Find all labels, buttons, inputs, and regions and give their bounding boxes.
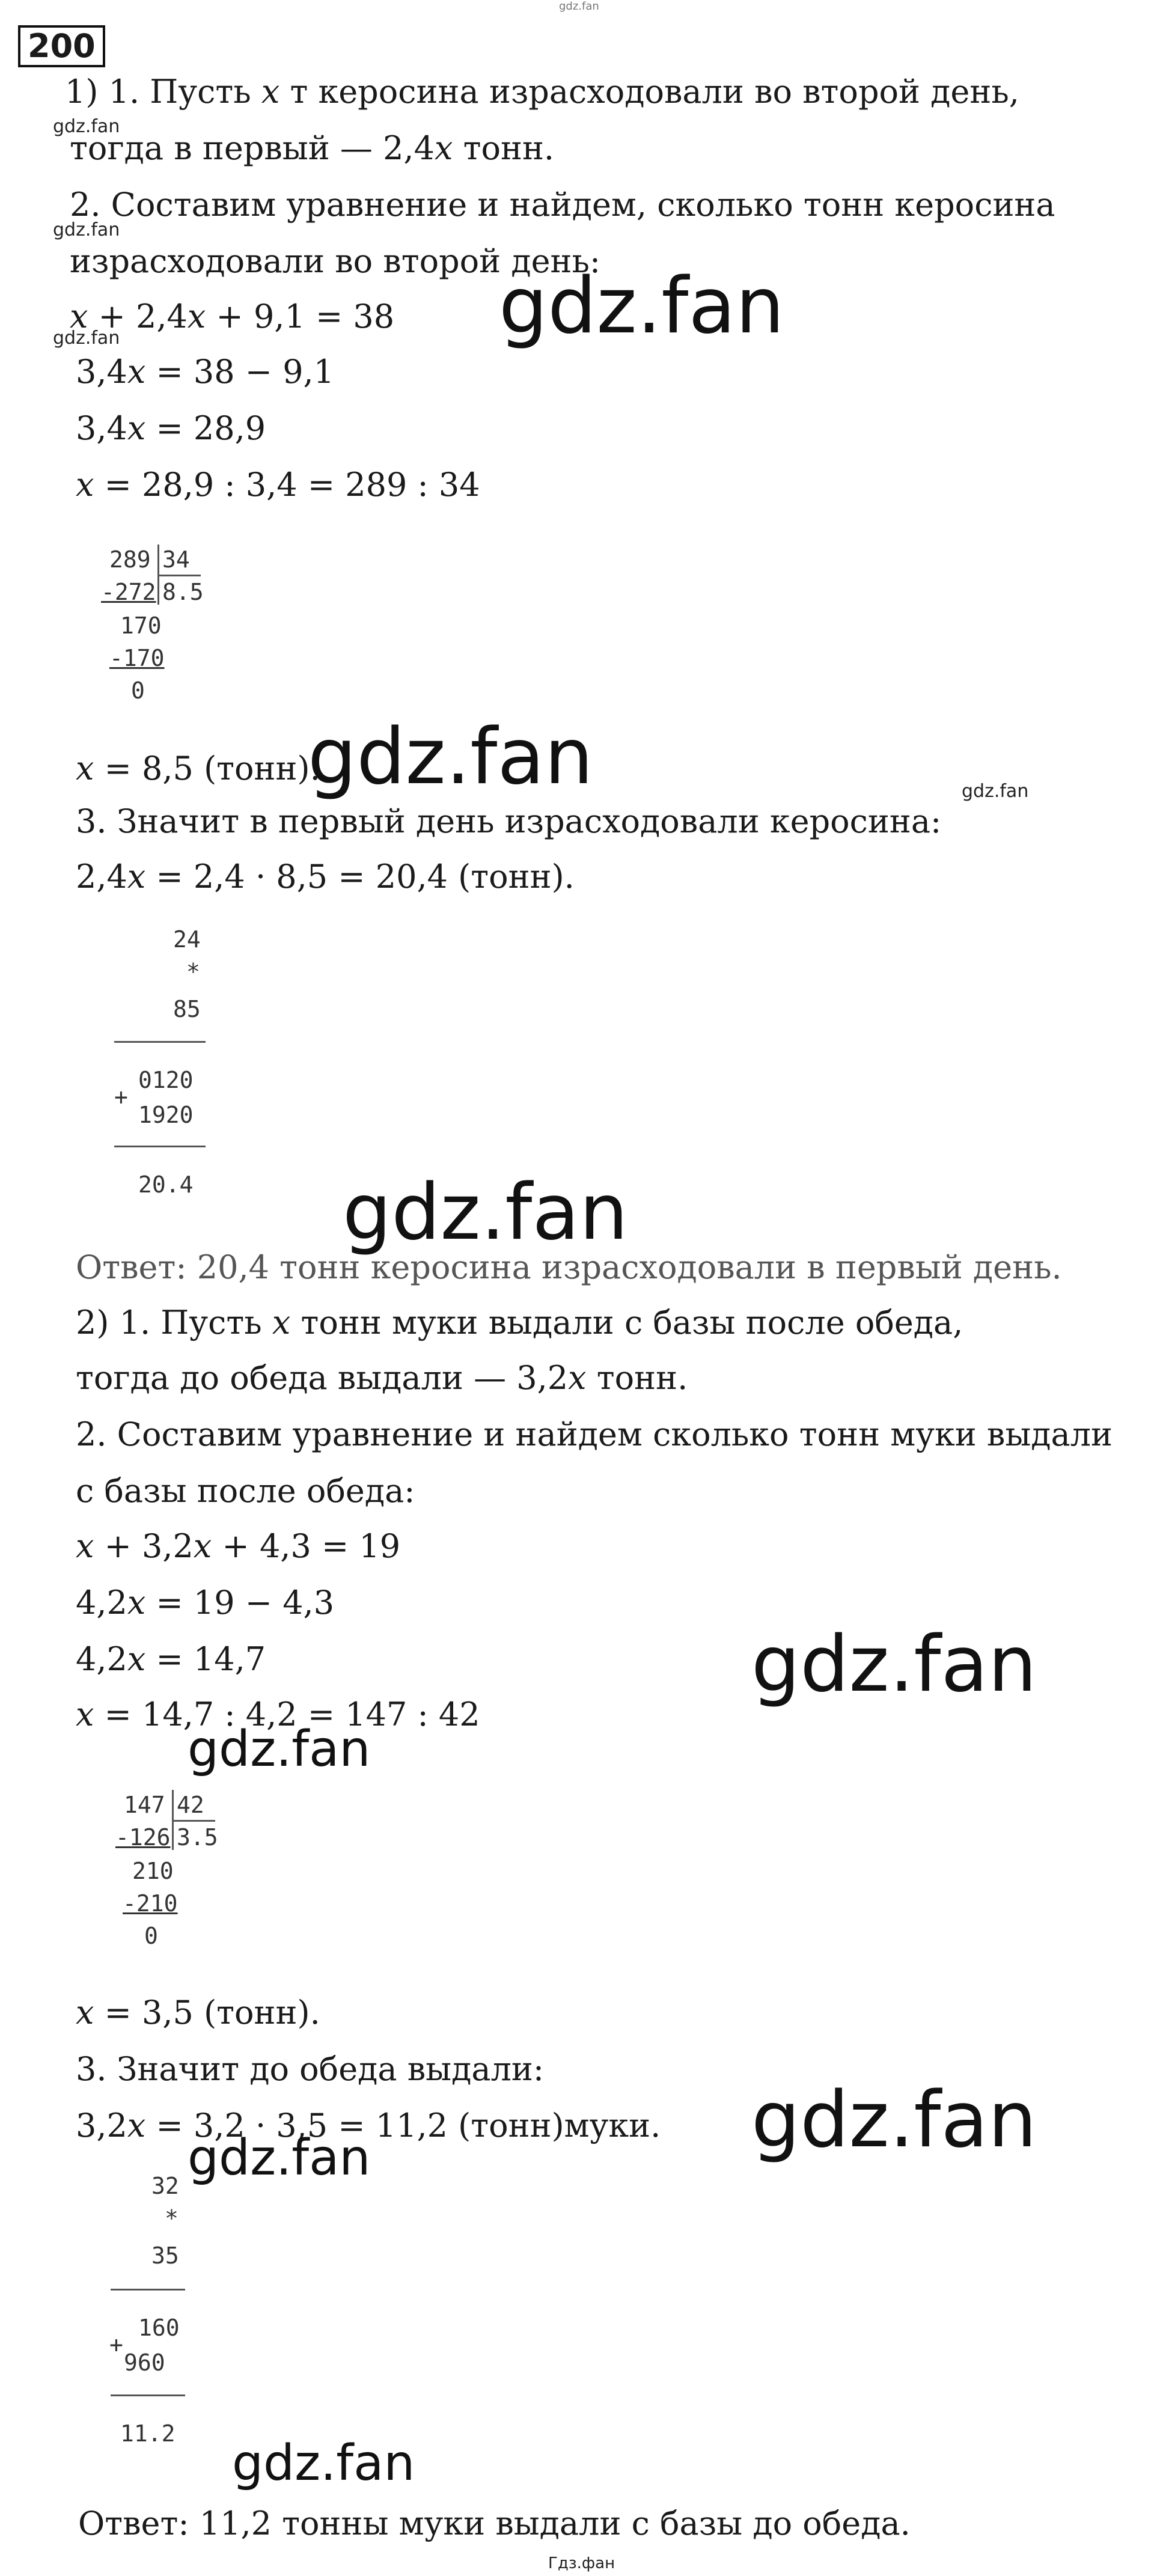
part1-eq4: 𝑥 = 28,9 : 3,4 = 289 : 34: [76, 466, 480, 504]
watermark-mid: gdz.fan: [188, 2129, 371, 2187]
mult-plus: +: [114, 1084, 128, 1110]
part2-eq1: 𝑥 + 3,2𝑥 + 4,3 = 19: [76, 1527, 401, 1565]
part1-eq2: 3,4𝑥 = 38 − 9,1: [76, 353, 335, 391]
division-rem2: 0: [131, 677, 145, 704]
header-watermark: gdz.fan: [559, 0, 599, 13]
division-sub1: -126: [115, 1824, 171, 1851]
part2-eq2: 4,2𝑥 = 19 − 4,3: [76, 1584, 335, 1622]
mult-p2: 960: [124, 2349, 165, 2376]
mult-b: 35: [151, 2242, 179, 2269]
watermark-big: gdz.fan: [343, 1168, 628, 1257]
division-sub2: -210: [123, 1890, 178, 1917]
watermark-small: gdz.fan: [962, 781, 1029, 802]
mult-line: [114, 1146, 206, 1147]
division-divisor: 42: [177, 1792, 204, 1818]
part1-answer: Ответ: 20,4 тонн керосина израсходовали в первый день.: [76, 1248, 1062, 1286]
mult-line: [111, 2289, 185, 2291]
division-quotient: 3.5: [177, 1824, 218, 1851]
part1-line2: тогда в первый — 2,4𝑥 тонн.: [70, 129, 555, 167]
part2-line3: 2. Составим уравнение и найдем сколько тонн муки выдали: [76, 1415, 1113, 1453]
division-dividend: 147: [124, 1792, 165, 1818]
watermark-big: gdz.fan: [751, 1620, 1037, 1709]
mult-plus: +: [109, 2331, 123, 2358]
mult-op: *: [165, 2205, 179, 2232]
part2-line4: с базы после обеда:: [76, 1472, 415, 1510]
division-divisor-line: [173, 1820, 215, 1822]
mult-p1: 0120: [138, 1067, 194, 1093]
problem-number-badge: 200: [18, 25, 105, 67]
division-rem1: 170: [120, 612, 162, 639]
division-quotient: 8.5: [162, 579, 204, 605]
part1-line3: 2. Составим уравнение и найдем, сколько тонн керосина: [70, 186, 1055, 224]
part2-line2: тогда до обеда выдали — 3,2𝑥 тонн.: [76, 1359, 688, 1397]
part1-line4: израсходовали во второй день:: [70, 242, 601, 280]
watermark-small: gdz.fan: [53, 116, 120, 137]
part2-eq5: 3,2𝑥 = 3,2 · 3,5 = 11,2 (тонн)муки.: [76, 2107, 661, 2144]
part1-line1: 1) 1. Пусть 𝑥 т керосина израсходовали во второй день,: [65, 73, 1019, 111]
watermark-small: gdz.fan: [53, 219, 120, 240]
mult-a: 32: [151, 2173, 179, 2199]
part1-result-x: 𝑥 = 8,5 (тонн).: [76, 749, 320, 787]
watermark-big: gdz.fan: [751, 2075, 1037, 2165]
mult-b: 85: [173, 996, 201, 1022]
part1-eq1: 𝑥 + 2,4𝑥 + 9,1 = 38: [70, 298, 395, 335]
division-rem1: 210: [132, 1858, 174, 1884]
part2-answer: Ответ: 11,2 тонны муки выдали с базы до обеда.: [78, 2504, 911, 2542]
mult-result: 11.2: [120, 2420, 176, 2447]
mult-p2: 1920: [138, 1102, 194, 1128]
part1-line5: 3. Значит в первый день израсходовали керосина:: [76, 802, 942, 840]
division-sub2: -170: [109, 645, 165, 671]
part2-eq3: 4,2𝑥 = 14,7: [76, 1640, 266, 1678]
watermark-big: gdz.fan: [499, 261, 784, 351]
part2-line1: 2) 1. Пусть 𝑥 тонн муки выдали с базы после обеда,: [76, 1304, 963, 1341]
division-dividend: 289: [109, 546, 151, 573]
mult-p1: 160: [138, 2315, 180, 2341]
part1-eq3: 3,4𝑥 = 28,9: [76, 409, 266, 447]
watermark-big: gdz.fan: [308, 712, 593, 802]
part2-line5: 3. Значит до обеда выдали:: [76, 2050, 545, 2088]
mult-result: 20.4: [138, 1171, 194, 1198]
footer-watermark: Гдз.фан: [548, 2554, 615, 2572]
part2-eq4: 𝑥 = 14,7 : 4,2 = 147 : 42: [76, 1695, 480, 1733]
mult-line: [114, 1041, 206, 1043]
watermark-mid: gdz.fan: [232, 2435, 415, 2492]
watermark-small: gdz.fan: [53, 328, 120, 349]
division-sub1: -272: [101, 579, 156, 605]
division-divisor: 34: [162, 546, 190, 573]
mult-op: *: [186, 959, 200, 985]
division-divisor-line: [159, 575, 201, 576]
division-rem2: 0: [144, 1923, 158, 1949]
mult-line: [111, 2394, 185, 2396]
part1-eq5: 2,4𝑥 = 2,4 · 8,5 = 20,4 (тонн).: [76, 858, 575, 896]
part2-result-x: 𝑥 = 3,5 (тонн).: [76, 1994, 320, 2031]
mult-a: 24: [173, 926, 201, 953]
watermark-mid: gdz.fan: [188, 1721, 371, 1778]
